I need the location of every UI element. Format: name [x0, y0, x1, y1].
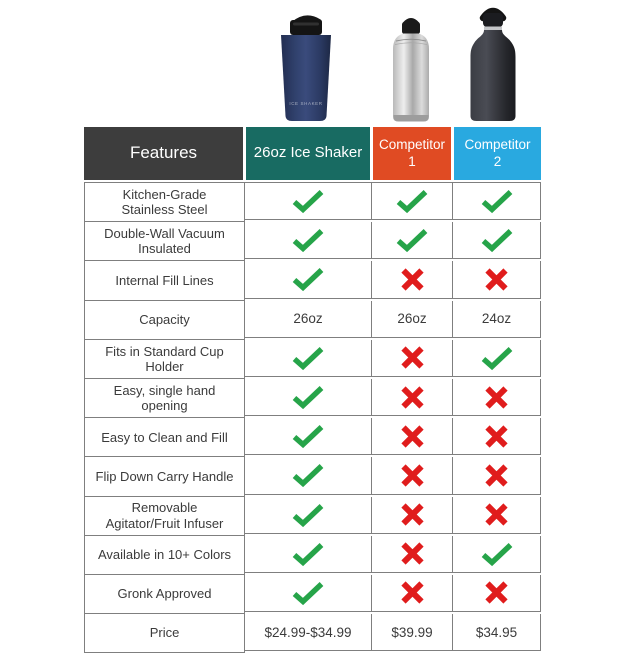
- feature-cell: Fits in Standard Cup Holder: [85, 340, 245, 379]
- check-icon: [480, 189, 514, 213]
- value-cell: [245, 183, 372, 220]
- value-cell: [453, 418, 541, 455]
- value-cell: [453, 261, 541, 298]
- check-icon: [395, 189, 429, 213]
- cross-icon: [400, 385, 425, 410]
- value-cell: [372, 457, 453, 494]
- value-cell: [245, 340, 372, 377]
- value-cell: [453, 340, 541, 377]
- value-cell: [372, 301, 453, 338]
- value-cell: [372, 536, 453, 573]
- check-icon: [291, 581, 325, 605]
- check-icon: [291, 228, 325, 252]
- svg-text:ICE SHAKER: ICE SHAKER: [289, 101, 323, 106]
- value-cell: [453, 497, 541, 534]
- check-icon: [291, 503, 325, 527]
- check-icon: [291, 189, 325, 213]
- value-cell: [453, 183, 541, 220]
- competitor-1-bottle-image: [388, 18, 434, 123]
- value-cell: [372, 222, 453, 259]
- value-text: $39.99: [391, 624, 433, 640]
- value-cell: [245, 222, 372, 259]
- value-cell: [245, 418, 372, 455]
- value-cell: [453, 379, 541, 416]
- check-icon: [291, 424, 325, 448]
- value-cell: [372, 261, 453, 298]
- features-header: Features: [84, 127, 243, 180]
- value-cell: [372, 183, 453, 220]
- cross-icon: [400, 541, 425, 566]
- value-cell: [372, 575, 453, 612]
- competitor-2-column-header: Competitor 2: [454, 127, 541, 180]
- check-icon: [291, 542, 325, 566]
- check-icon: [480, 542, 514, 566]
- feature-cell: Kitchen-Grade Stainless Steel: [85, 183, 245, 222]
- value-cell: [453, 614, 541, 651]
- cross-icon: [484, 424, 509, 449]
- feature-cell: Removable Agitator/Fruit Infuser: [85, 497, 245, 536]
- competitor-1-column-header: Competitor 1: [373, 127, 451, 180]
- cross-icon: [484, 580, 509, 605]
- check-icon: [480, 346, 514, 370]
- check-icon: [291, 267, 325, 291]
- feature-cell: Easy to Clean and Fill: [85, 418, 245, 457]
- value-text: 24oz: [481, 311, 512, 327]
- check-icon: [291, 346, 325, 370]
- value-cell: [245, 261, 372, 298]
- value-cell: [245, 379, 372, 416]
- feature-cell: Flip Down Carry Handle: [85, 457, 245, 496]
- value-cell: [453, 222, 541, 259]
- value-cell: [245, 301, 372, 338]
- value-cell: [372, 614, 453, 651]
- value-cell: [245, 575, 372, 612]
- value-cell: [453, 575, 541, 612]
- feature-cell: Gronk Approved: [85, 575, 245, 614]
- cross-icon: [484, 502, 509, 527]
- feature-cell: Double-Wall Vacuum Insulated: [85, 222, 245, 261]
- competitor-2-bottle-image: [468, 5, 518, 124]
- value-cell: [372, 418, 453, 455]
- value-cell: [453, 457, 541, 494]
- cross-icon: [400, 463, 425, 488]
- ice-shaker-column-header: 26oz Ice Shaker: [246, 127, 370, 180]
- check-icon: [480, 228, 514, 252]
- feature-cell: Internal Fill Lines: [85, 261, 245, 300]
- value-cell: [372, 379, 453, 416]
- cross-icon: [484, 267, 509, 292]
- value-cell: [245, 536, 372, 573]
- value-text: 26oz: [293, 311, 323, 327]
- value-text: 26oz: [397, 311, 427, 327]
- table-body: [84, 182, 541, 653]
- check-icon: [291, 463, 325, 487]
- cross-icon: [484, 463, 509, 488]
- feature-cell: Available in 10+ Colors: [85, 536, 245, 575]
- cross-icon: [400, 424, 425, 449]
- value-cell: [453, 536, 541, 573]
- ice-shaker-bottle-image: [277, 13, 335, 123]
- value-cell: [372, 497, 453, 534]
- value-cell: [372, 340, 453, 377]
- table-header-row: [84, 127, 541, 180]
- value-cell: [245, 614, 372, 651]
- check-icon: [291, 385, 325, 409]
- cross-icon: [400, 267, 425, 292]
- feature-cell: Price: [85, 614, 245, 653]
- cross-icon: [400, 345, 425, 370]
- cross-icon: [484, 385, 509, 410]
- value-text: $24.99-$34.99: [264, 624, 352, 640]
- feature-cell: Capacity: [85, 301, 245, 340]
- check-icon: [395, 228, 429, 252]
- value-cell: [245, 497, 372, 534]
- cross-icon: [400, 502, 425, 527]
- cross-icon: [400, 580, 425, 605]
- value-cell: [453, 301, 541, 338]
- value-cell: [245, 457, 372, 494]
- comparison-table: [84, 127, 541, 653]
- value-text: $34.95: [475, 624, 518, 640]
- feature-cell: Easy, single hand opening: [85, 379, 245, 418]
